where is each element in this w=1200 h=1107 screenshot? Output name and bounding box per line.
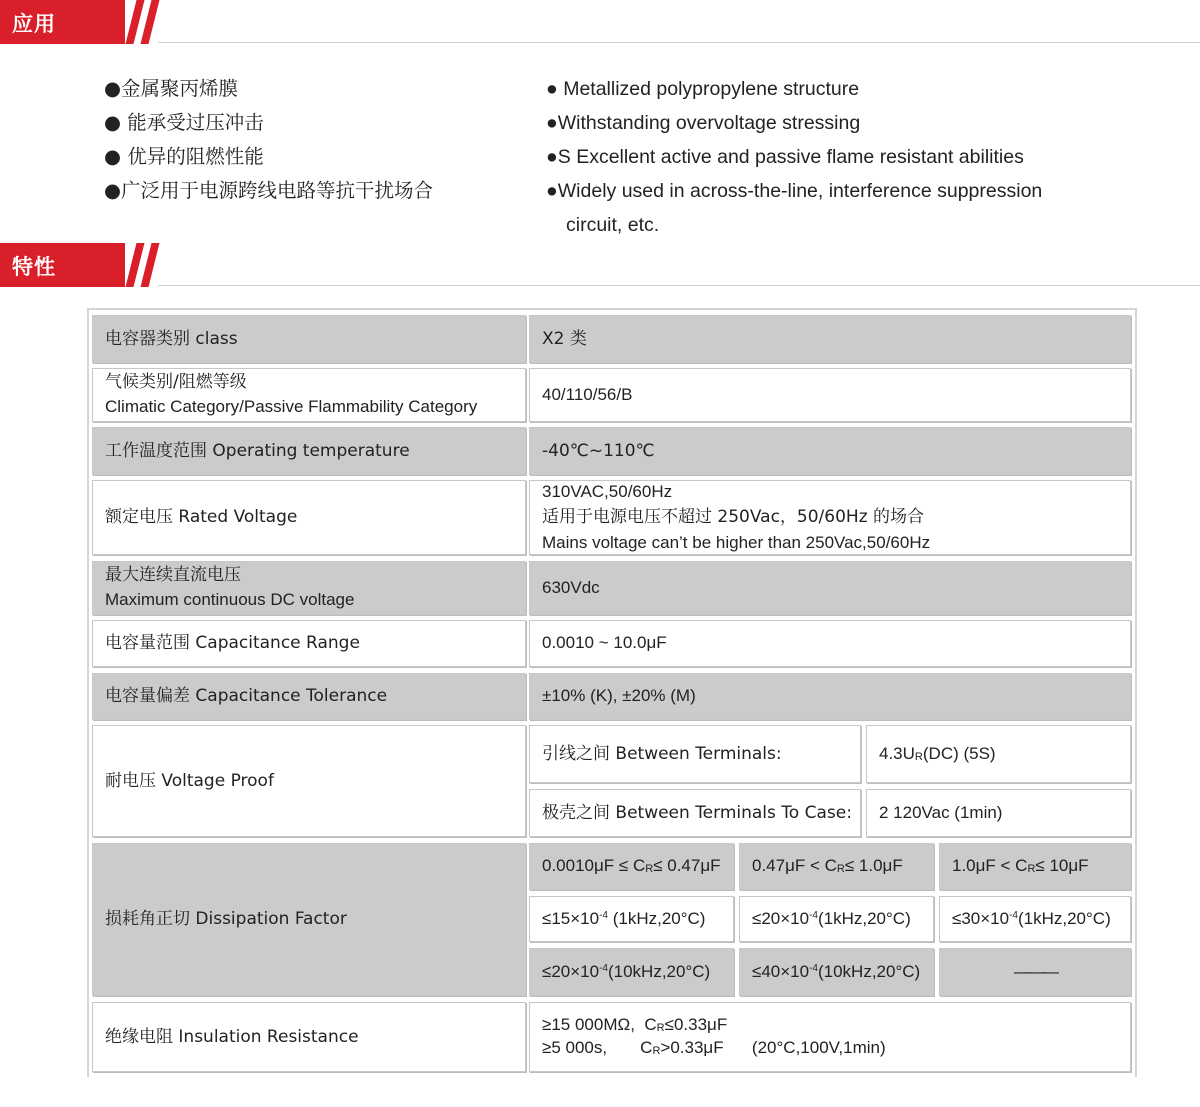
- application-list-zh: [104, 74, 433, 210]
- application-item-en: ● Metallized polypropylene structure: [546, 78, 860, 100]
- dc-label-en: Maximum continuous DC voltage: [105, 590, 355, 609]
- header-divider-line: [158, 285, 1200, 286]
- proof-terminals-value-cell: [866, 725, 1131, 783]
- climatic-label-zh: 气候类别/阻燃等级: [105, 372, 247, 393]
- proof-terminals-label: 引线之间 Between Terminals:: [542, 743, 782, 764]
- rated-value-cell: [529, 480, 1131, 555]
- ir-value-line2: ≥5 000s, $C_R>0.33\mu F$ (20°C,100V,1min): [542, 1038, 886, 1057]
- dc-value: 630Vdc: [542, 577, 600, 597]
- cap-range-value-cell: [529, 620, 1131, 667]
- climatic-value: 40/110/56/B: [542, 384, 633, 404]
- application-item-en: ●Widely used in across-the-line, interference suppression: [546, 180, 1043, 202]
- proof-terminals-label-cell: [529, 725, 861, 783]
- features-section-header: [0, 243, 1200, 287]
- dc-value-cell: [529, 561, 1131, 615]
- header-divider-line: [158, 42, 1200, 43]
- application-section-header: [0, 0, 1200, 44]
- tol-value: ±10% (K), ±20% (M): [542, 686, 696, 706]
- application-item-zh: ●金属聚丙烯膜: [104, 77, 239, 100]
- tol-label-cell: [92, 673, 526, 720]
- temp-label-cell: [92, 427, 526, 475]
- dc-label-cell: [92, 561, 526, 615]
- temp-value: -40℃~110℃: [542, 440, 655, 461]
- proof-case-value-cell: [866, 789, 1131, 837]
- application-section-title: 应用: [12, 12, 56, 36]
- cap-range-value: 0.0010 ~ 10.0μF: [542, 633, 667, 653]
- proof-label-cell: [92, 725, 526, 837]
- df-10khz-cell-3: [939, 948, 1131, 996]
- df-1khz-cell-2: $\le 20\times 10^{-4}(1kHz,20^\circ C)$: [739, 896, 934, 942]
- df-label-cell: [92, 843, 526, 996]
- spec-table: [87, 308, 1137, 1077]
- header-slash-decoration: [141, 0, 160, 44]
- application-item-en-continuation: circuit, etc.: [566, 214, 660, 236]
- dc-label-zh: 最大连续直流电压: [105, 565, 241, 586]
- application-list-en: [546, 74, 1042, 240]
- df-empty-dash: ———: [1014, 961, 1056, 981]
- df-range-header-3: $1.0\mu F < C_R\le 10\mu F$: [939, 843, 1131, 890]
- rated-value-line3: Mains voltage can’t be higher than 250Vac,50/60Hz: [542, 533, 931, 553]
- df-range-header-1: $0.0010\mu F \le C_R\le 0.47\mu F$: [529, 843, 734, 890]
- df-label: 损耗角正切 Dissipation Factor: [105, 909, 347, 930]
- df-1khz-cell-3: $\le 30\times 10^{-4}(1kHz,20^\circ C)$: [939, 896, 1131, 942]
- proof-case-value: 2 120Vac (1min): [879, 802, 1003, 822]
- climatic-label-cell: [92, 368, 526, 422]
- proof-terminals-value: $4.3U_R(DC)$ (5S): [879, 743, 996, 763]
- tol-label: 电容量偏差 Capacitance Tolerance: [105, 686, 388, 707]
- header-slash-decoration: [141, 243, 160, 287]
- df-range-header-2: $0.47\mu F < C_R\le 1.0\mu F$: [739, 843, 934, 890]
- proof-label: 耐电压 Voltage Proof: [105, 770, 274, 791]
- application-item-zh: ●广泛用于电源跨线电路等抗干扰场合: [104, 179, 434, 202]
- temp-label: 工作温度范围 Operating temperature: [105, 440, 410, 461]
- rated-value-line2: 适用于电源电压不超过 250Vac，50/60Hz 的场合: [542, 506, 925, 527]
- class-value: X2 类: [542, 328, 587, 349]
- climatic-label-en: Climatic Category/Passive Flammability Category: [105, 397, 478, 416]
- cap-range-label: 电容量范围 Capacitance Range: [105, 633, 360, 654]
- rated-label-cell: [92, 480, 526, 555]
- df-10khz-cell-1: $\le 20\times 10^{-4}(10kHz,20^\circ C)$: [529, 948, 734, 996]
- ir-value-line1: ≥15 000MΩ, $C_R\le 0.33\mu F$: [542, 1015, 728, 1035]
- proof-case-label-cell: [529, 789, 861, 837]
- cap-range-label-cell: [92, 620, 526, 667]
- proof-case-label: 极壳之间 Between Terminals To Case:: [542, 802, 852, 823]
- features-section-title: 特性: [12, 255, 56, 279]
- class-value-cell: [529, 315, 1131, 363]
- temp-value-cell: [529, 427, 1131, 475]
- class-label-cell: [92, 315, 526, 363]
- df-10khz-cell-2: $\le 40\times 10^{-4}(10kHz,20^\circ C)$: [739, 948, 934, 996]
- tol-value-cell: [529, 673, 1131, 720]
- climatic-value-cell: [529, 368, 1131, 422]
- application-item-zh: ● 优异的阻燃性能: [104, 145, 264, 168]
- rated-value-line1: 310VAC,50/60Hz: [542, 482, 673, 502]
- class-label: 电容器类别 class: [105, 328, 238, 349]
- ir-value-cell: [529, 1002, 1131, 1072]
- ir-label: 绝缘电阻 Insulation Resistance: [105, 1026, 359, 1047]
- df-1khz-cell-1: $\le 15\times 10^{-4}$ (1kHz,20°C): [529, 896, 734, 942]
- application-item-en: ●Withstanding overvoltage stressing: [546, 112, 861, 134]
- ir-label-cell: [92, 1002, 526, 1072]
- rated-label: 额定电压 Rated Voltage: [105, 507, 298, 528]
- application-item-zh: ● 能承受过压冲击: [104, 111, 264, 134]
- application-item-en: ●S Excellent active and passive flame resistant abilities: [546, 146, 1024, 168]
